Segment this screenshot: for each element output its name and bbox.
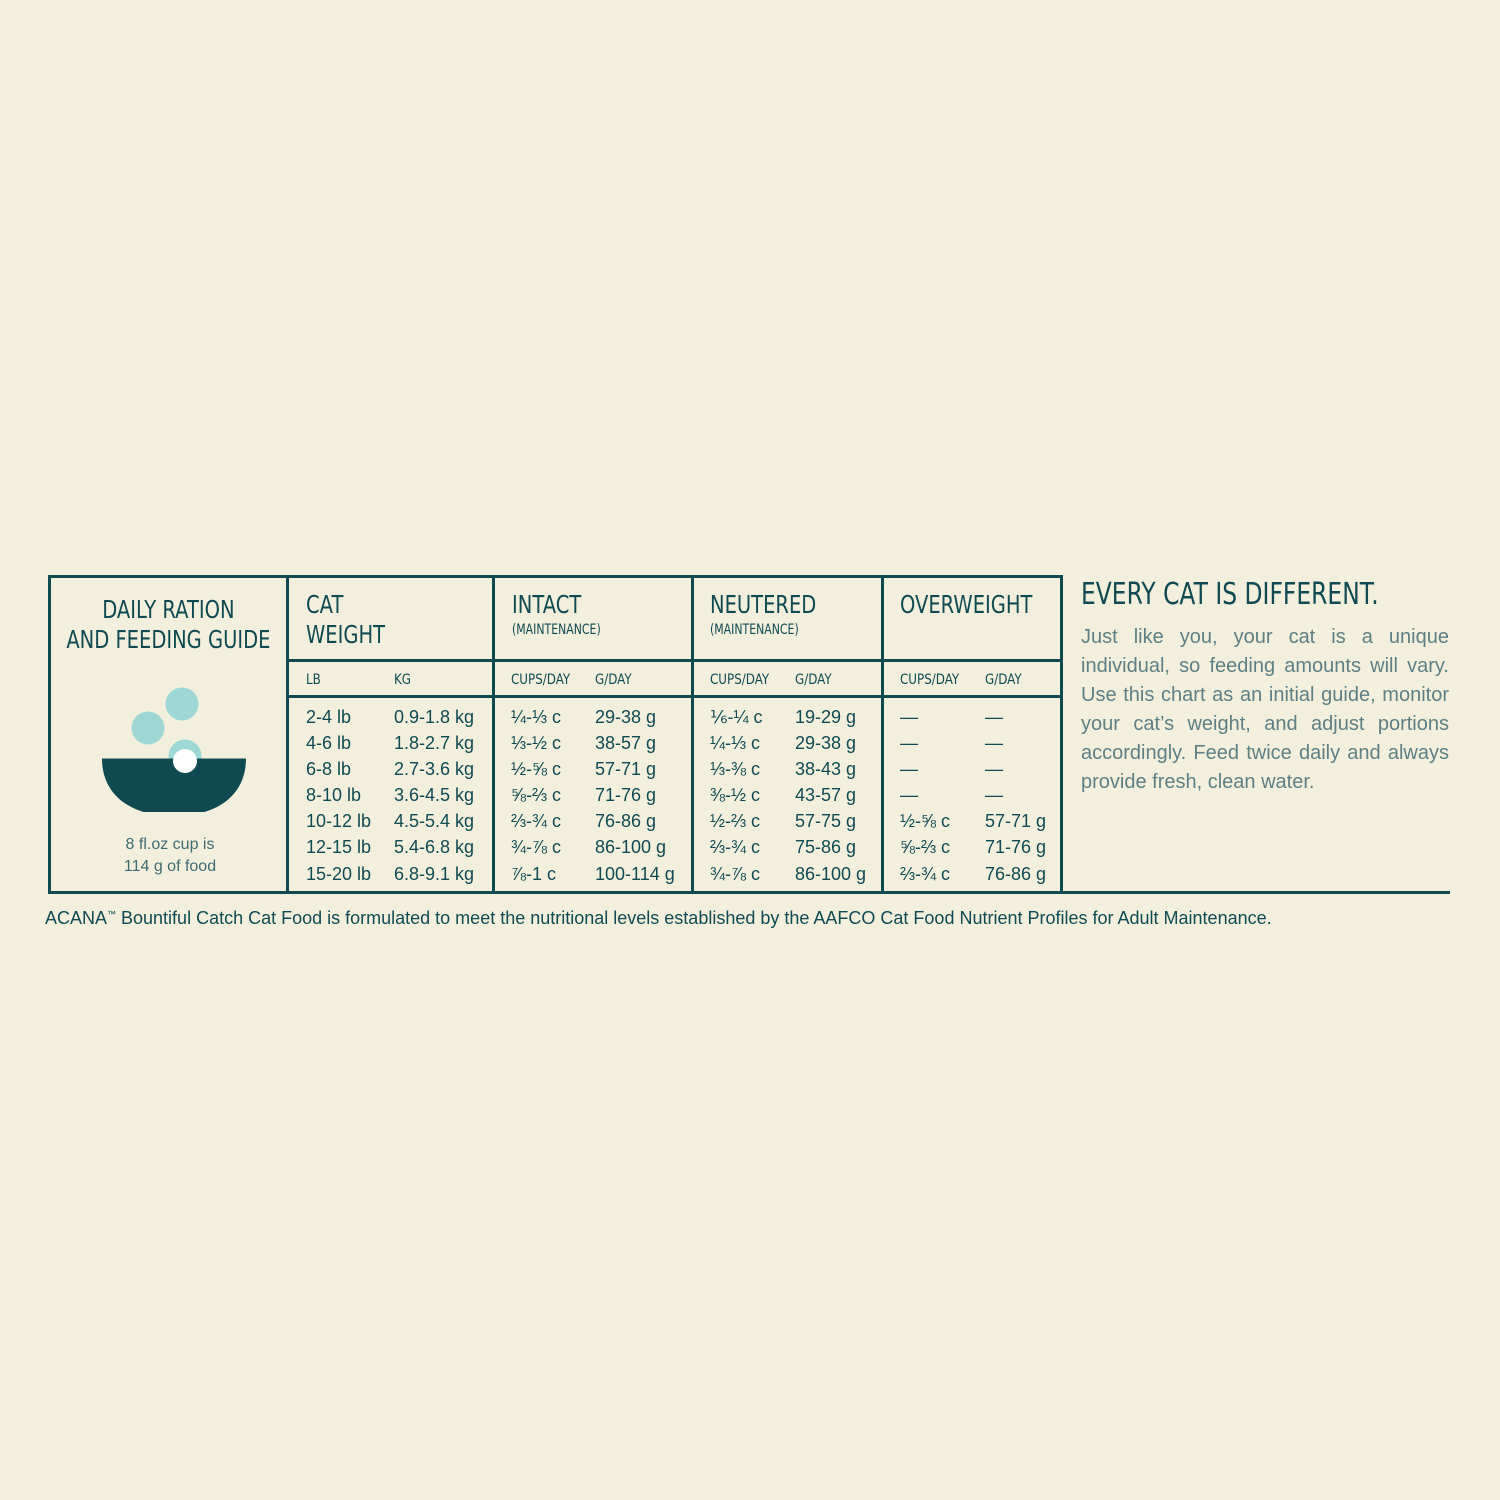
column-intact-cups	[511, 704, 561, 887]
cell: 15-20 lb	[306, 863, 372, 884]
column-lb	[306, 704, 371, 887]
cell: ⅔-¾ c	[710, 837, 761, 858]
cell: 19-29 g	[795, 707, 857, 727]
cell: ⅔-¾ c	[511, 811, 562, 832]
cell: 3.6-4.5 kg	[394, 785, 475, 806]
cell: ¾-⅞ c	[511, 837, 562, 858]
cell: 38-57 g	[595, 733, 657, 754]
cell: 57-71 g	[595, 759, 657, 780]
cell: ⅓-⅜ c	[710, 759, 761, 780]
cell: —	[900, 707, 918, 727]
section-subtitle: (MAINTENANCE)	[512, 622, 601, 638]
column-overweight-grams	[985, 704, 1046, 887]
divider	[492, 578, 495, 891]
cell: 57-71 g	[985, 811, 1047, 832]
cell: 1.8-2.7 kg	[394, 733, 475, 754]
guide-title-line: DAILY RATION	[102, 595, 235, 624]
column-kg	[394, 704, 474, 887]
cell: 8-10 lb	[306, 785, 362, 806]
column-header-cups: CUPS/DAY	[710, 672, 770, 688]
intro-body: Just like you, your cat is a unique individual, so feeding amounts will vary. Use this chart as an initial guide, monitor your cat’s weight, and adjust portions accordingly. Feed twice daily and always provide fresh, clean water.	[1081, 626, 1449, 793]
cell: ¼-⅓ c	[511, 707, 562, 727]
cell: 29-38 g	[595, 707, 657, 727]
cell: ⅙-¼ c	[710, 707, 763, 727]
column-intact-grams	[595, 704, 675, 887]
column-header-cups: CUPS/DAY	[511, 672, 571, 688]
cell: 6-8 lb	[306, 759, 352, 780]
column-neutered-cups	[710, 704, 762, 887]
guide-title	[51, 595, 286, 655]
cell: 5.4-6.8 kg	[394, 837, 475, 858]
cell: 2-4 lb	[306, 707, 352, 727]
feeding-guide-table	[48, 575, 1063, 894]
divider	[286, 695, 1060, 698]
cup-note-line: 114 g of food	[123, 858, 217, 875]
cell: ½-⅔ c	[710, 811, 761, 832]
cell: ⅓-½ c	[511, 733, 562, 754]
footnote-text: Bountiful Catch Cat Food is formulated to meet the nutritional levels established by the AAFCO Cat Food Nutrient Profiles for Adult Maintenance.	[116, 908, 1272, 928]
cell: 76-86 g	[985, 863, 1047, 884]
intro-title: EVERY CAT IS DIFFERENT.	[1081, 577, 1379, 612]
bowl-with-kibble-icon	[97, 682, 257, 812]
divider	[881, 578, 884, 891]
cell: 10-12 lb	[306, 811, 372, 832]
divider	[286, 659, 1060, 662]
cell: ⅞-1 c	[511, 863, 557, 884]
cell: 43-57 g	[795, 785, 857, 806]
guide-title-panel	[51, 578, 286, 891]
section-title: INTACT	[512, 590, 582, 619]
section-title-line: WEIGHT	[306, 620, 386, 649]
cell: 4-6 lb	[306, 733, 352, 754]
cell: 76-86 g	[595, 811, 657, 832]
column-overweight-cups	[900, 704, 950, 887]
cell: ⅔-¾ c	[900, 863, 951, 884]
cell: ¼-⅓ c	[710, 733, 761, 754]
cell: —	[900, 733, 918, 754]
cell: 29-38 g	[795, 733, 857, 754]
aafco-footnote	[45, 902, 1272, 930]
cell: 4.5-5.4 kg	[394, 811, 475, 832]
cell: —	[985, 785, 1003, 806]
section-title: OVERWEIGHT	[900, 590, 1033, 619]
cell: 6.8-9.1 kg	[394, 863, 475, 884]
section-title: NEUTERED	[710, 590, 817, 619]
column-header-kg: KG	[394, 672, 412, 688]
trademark: ™	[107, 909, 117, 919]
cell: 0.9-1.8 kg	[394, 707, 475, 727]
intro-panel	[1081, 577, 1451, 837]
cell: —	[900, 759, 918, 780]
cell: ⅝-⅔ c	[511, 785, 562, 806]
cell: ½-⅝ c	[511, 759, 562, 780]
cell: 38-43 g	[795, 759, 857, 780]
footer-rule	[48, 891, 1450, 894]
brand-name: ACANA	[45, 908, 108, 928]
divider	[691, 578, 694, 891]
column-header-lb: LB	[306, 672, 321, 688]
column-header-grams: G/DAY	[985, 672, 1022, 688]
cell: 71-76 g	[595, 785, 657, 806]
cell: ⅝-⅔ c	[900, 837, 951, 858]
cell: ½-⅝ c	[900, 811, 951, 832]
cell: 86-100 g	[795, 863, 867, 884]
cell: 71-76 g	[985, 837, 1047, 858]
cell: 86-100 g	[595, 837, 667, 858]
column-neutered-grams	[795, 704, 866, 887]
cell: 75-86 g	[795, 837, 857, 858]
column-header-cups: CUPS/DAY	[900, 672, 960, 688]
cup-note-line: 8 fl.oz cup is	[125, 836, 215, 853]
cell: —	[985, 707, 1003, 727]
cell: —	[985, 733, 1003, 754]
section-title-line: CAT	[306, 590, 344, 619]
cell: ⅜-½ c	[710, 785, 761, 806]
column-header-grams: G/DAY	[795, 672, 832, 688]
cell: ¾-⅞ c	[710, 863, 761, 884]
cell: —	[900, 785, 918, 806]
cell: 100-114 g	[595, 863, 675, 884]
cell: 57-75 g	[795, 811, 857, 832]
cell: 2.7-3.6 kg	[394, 759, 475, 780]
column-header-grams: G/DAY	[595, 672, 632, 688]
cup-measurement-note	[51, 834, 289, 878]
guide-title-line: AND FEEDING GUIDE	[66, 625, 271, 654]
section-subtitle: (MAINTENANCE)	[710, 622, 799, 638]
cell: 12-15 lb	[306, 837, 372, 858]
cell: —	[985, 759, 1003, 780]
section-title	[306, 590, 385, 650]
